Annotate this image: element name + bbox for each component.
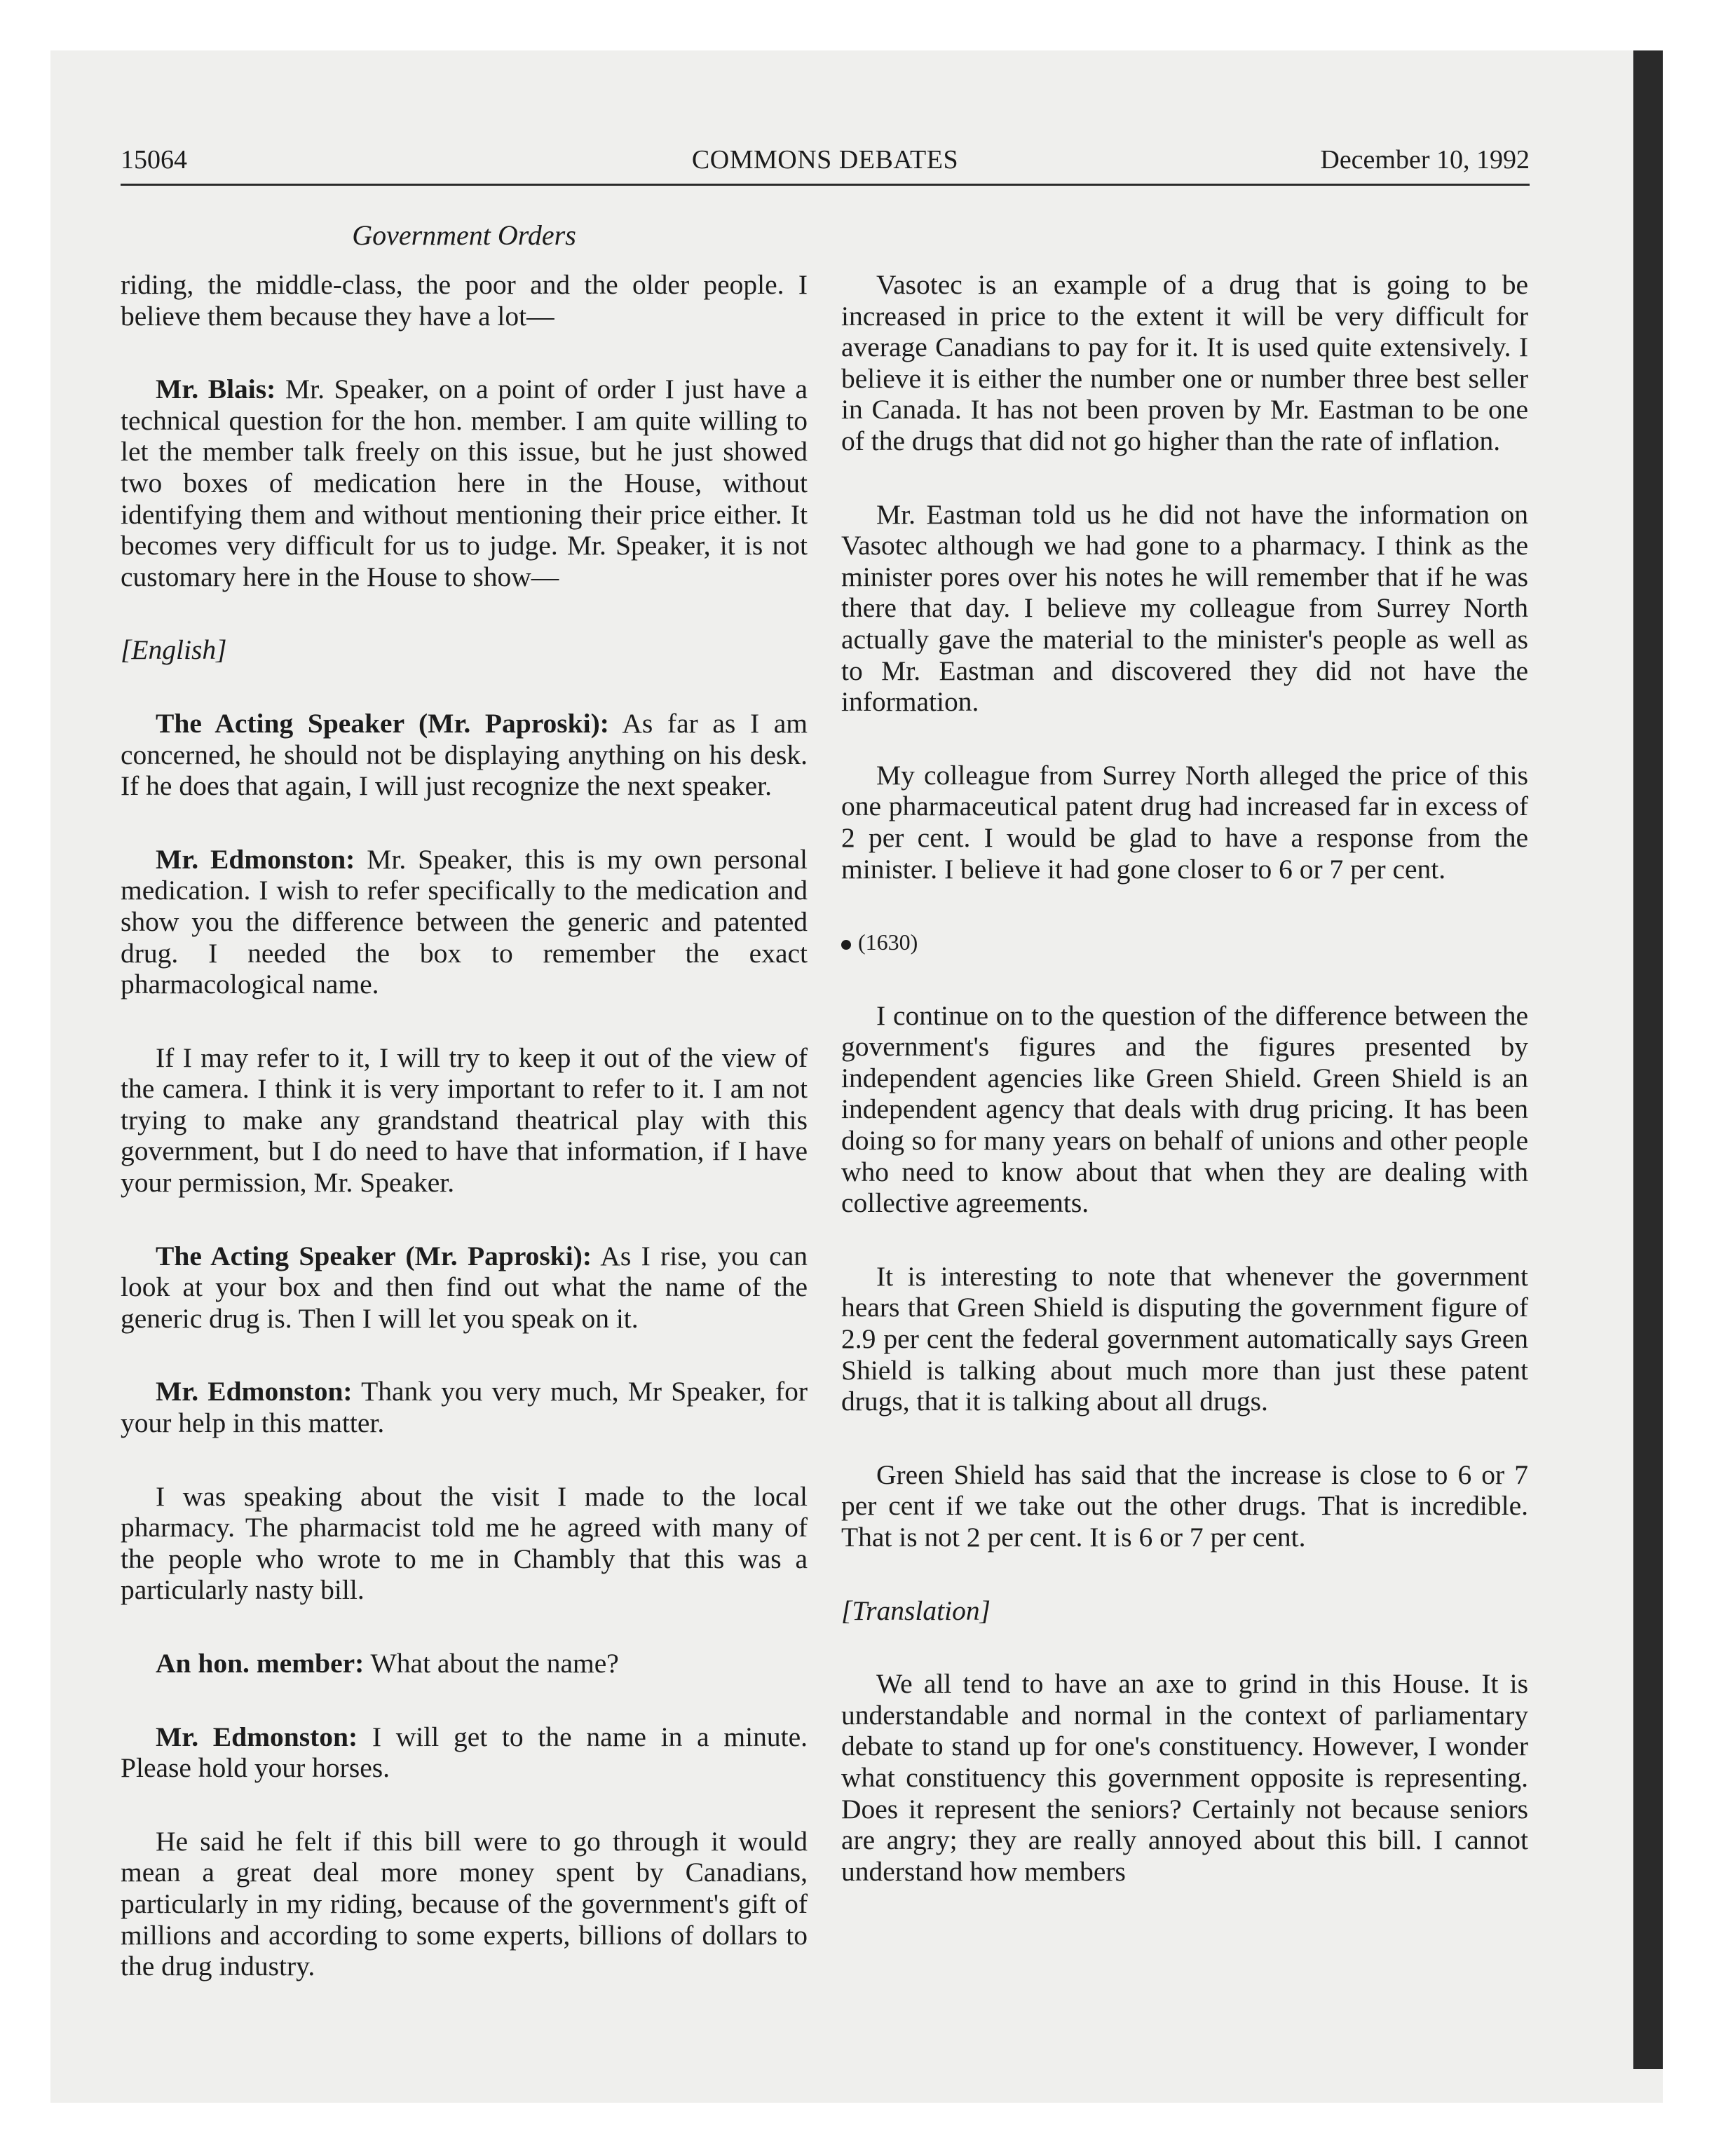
body-paragraph: My colleague from Surrey North alleged the price of this one pharmaceutical patent drug had increased far in excess of 2 per cent. I would be glad to have a response from the minister. I believe it had gone closer to 6 or 7 per cent. [841,759,1528,885]
speech-paragraph [121,844,808,1000]
body-paragraph: He said he felt if this bill were to go through it would mean a great deal more money spent by Canadians, particularly in my riding, because of the government's gift of millions and according to some experts, billions of dollars to the drug industry. [121,1825,808,1982]
header-rule [121,184,1530,186]
speech-text: As I rise, you can look at your box and then find out what the name of the generic drug is. Then I will let you speak on it. [121,1240,808,1334]
body-paragraph: If I may refer to it, I will try to keep it out of the view of the camera. I think it is very important to refer to it. I am not trying to make any grandstand theatrical play with this government, but I do need to have that information, if I have your permission, Mr. Speaker. [121,1042,808,1199]
body-paragraph: I continue on to the question of the difference between the government's figures and the figures presented by independent agencies like Green Shield. Green Shield is an independent agency that deals with drug pricing. It has been doing so for many years on behalf of unions and other people who need to know about that when they are dealing with collective agreements. [841,999,1528,1219]
speech-text: As far as I am concerned, he should not be displaying anything on his desk. If he does that again, I will just recognize the next speaker. [121,707,808,802]
time-marker-text: (1630) [858,929,918,955]
speech-text: Mr. Speaker, this is my own personal medication. I wish to refer specifically to the medication and show you the difference between the generic and patented drug. I needed the box to remember the exact pharmacological name. [121,843,808,1000]
publication-title: COMMONS DEBATES [691,145,959,175]
body-paragraph: Green Shield has said that the increase is close to 6 or 7 per cent if we take out the other drugs. That is incredible. That is not 2 per cent. It is 6 or 7 per cent. [841,1459,1528,1553]
right-column [841,269,1528,1929]
body-paragraph: We all tend to have an axe to grind in this House. It is understandable and normal in the context of parliamentary debate to stand up for one's constituency. However, I wonder what constituency this government opposite is representing. Does it represent the seniors? Certainly not because seniors are angry; they are really annoyed about this bill. I cannot understand how members [841,1668,1528,1887]
speaker-name: Mr. Edmonston: [156,843,355,875]
body-paragraph: Mr. Eastman told us he did not have the information on Vasotec although we had gone to a pharmacy. I think as the minister pores over his notes he will remember that if he was there that day. I believe my colleague from Surrey North actually gave the material to the minister's people as well as to Mr. Eastman and discovered they did not have the information. [841,498,1528,718]
page-number: 15064 [121,145,187,175]
speaker-name: The Acting Speaker (Mr. Paproski): [156,1240,592,1271]
speaker-name: The Acting Speaker (Mr. Paproski): [156,707,609,739]
continuation-paragraph: riding, the middle-class, the poor and the older people. I believe them because they have a lot— [121,269,808,332]
speech-text: I will get to the name in a minute. Please hold your horses. [121,1721,808,1784]
body-paragraph: It is interesting to note that whenever the government hears that Green Shield is disputing the government figure of 2.9 per cent the federal government automatically says Green Shield is talking about much more than just these patent drugs, that it is talking about all drugs. [841,1260,1528,1417]
speaker-name: Mr. Blais: [156,374,276,405]
speech-paragraph [121,1721,808,1784]
speaker-name: Mr. Edmonston: [156,1721,358,1752]
speaker-name: An hon. member: [156,1648,365,1679]
bullet-icon [841,940,851,950]
language-tag: [English] [121,634,227,666]
speech-paragraph [121,374,808,592]
time-marker [841,927,1528,958]
speech-paragraph [121,1376,808,1438]
speech-text: What about the name? [370,1648,619,1679]
speech-text: Thank you very much, Mr Speaker, for your help in this matter. [121,1376,808,1439]
speech-paragraph [121,708,808,802]
speech-paragraph [121,1648,808,1679]
scan-edge-shadow [1633,50,1663,2069]
body-paragraph: Vasotec is an example of a drug that is going to be increased in price to the extent it will be very difficult for average Canadians to pay for it. It is used quite extensively. I believe it is either the number one or number three best seller in Canada. It has not been proven by Mr. Eastman to be one of the drugs that did not go higher than the rate of inflation. [841,269,1528,456]
publication-date: December 10, 1992 [1320,145,1530,175]
left-column [121,269,808,2024]
speech-paragraph [121,1241,808,1335]
body-paragraph: I was speaking about the visit I made to the local pharmacy. The pharmacist told me he agreed with many of the people who wrote to me in Chambly that this was a particularly nasty bill. [121,1480,808,1606]
language-tag: [Translation] [841,1595,991,1626]
section-label: Government Orders [352,219,576,251]
page-header [121,139,1530,181]
speaker-name: Mr. Edmonston: [156,1376,353,1407]
speech-text: Mr. Speaker, on a point of order I just have a technical question for the hon. member. I am quite willing to let the member talk freely on this issue, but he just showed two boxes of medication here in the House, without identifying them and without mentioning their price either. It becomes very difficult for us to judge. Mr. Speaker, it is not customary here in the House to show— [121,374,808,592]
